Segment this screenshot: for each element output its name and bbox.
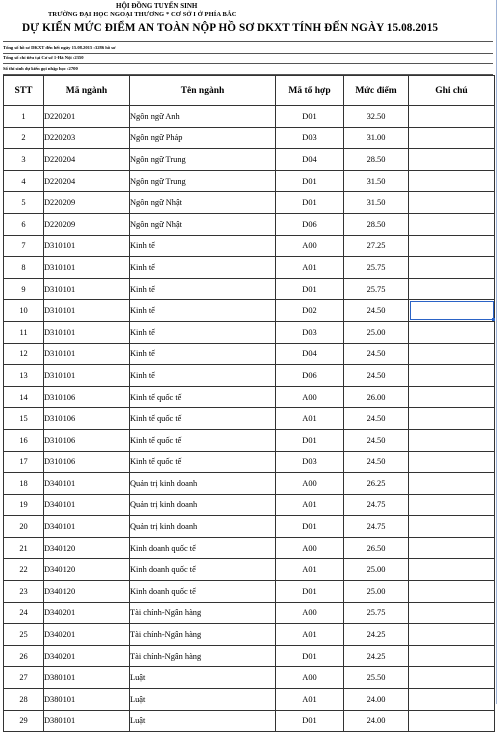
cell-ma-nganh[interactable]: D310101 [44, 278, 130, 300]
cell-ma-to-hop[interactable]: A00 [276, 473, 344, 495]
cell-muc-diem[interactable]: 31.50 [344, 192, 409, 214]
cell-muc-diem[interactable]: 28.50 [344, 149, 409, 171]
cell-muc-diem[interactable]: 24.50 [344, 408, 409, 430]
cell-muc-diem[interactable]: 31.50 [344, 170, 409, 192]
table-row [4, 624, 495, 646]
cell-muc-diem[interactable]: 26.00 [344, 386, 409, 408]
cell-ma-to-hop[interactable]: A01 [276, 624, 344, 646]
table-row [4, 559, 495, 581]
cell-ghi-chu[interactable] [409, 559, 495, 581]
cell-ten-nganh[interactable]: Kinh tế [130, 300, 276, 322]
table-row [4, 645, 495, 667]
cell-ma-to-hop[interactable]: A01 [276, 559, 344, 581]
cell-ghi-chu[interactable] [409, 667, 495, 689]
cell-ma-nganh[interactable]: D310101 [44, 365, 130, 387]
table-header-row [4, 76, 495, 106]
cell-ma-nganh[interactable]: D220209 [44, 213, 130, 235]
cell-muc-diem[interactable]: 24.50 [344, 343, 409, 365]
cell-stt[interactable]: 19 [4, 494, 44, 516]
table-row [4, 213, 495, 235]
cell-ma-to-hop[interactable]: D01 [276, 170, 344, 192]
table-row [4, 149, 495, 171]
cell-stt[interactable]: 17 [4, 451, 44, 473]
cell-muc-diem[interactable]: 25.00 [344, 559, 409, 581]
table-row [4, 710, 495, 732]
cell-ten-nganh[interactable]: Kinh doanh quốc tế [130, 559, 276, 581]
cell-ghi-chu[interactable] [409, 624, 495, 646]
table-row [4, 127, 495, 149]
cell-stt[interactable]: 4 [4, 170, 44, 192]
cell-ma-to-hop[interactable]: D02 [276, 300, 344, 322]
cell-stt[interactable]: 10 [4, 300, 44, 322]
cell-ma-nganh[interactable]: D220204 [44, 149, 130, 171]
cell-ghi-chu[interactable] [409, 149, 495, 171]
selected-cell[interactable] [409, 300, 495, 322]
cell-ma-to-hop[interactable]: D03 [276, 451, 344, 473]
cell-ghi-chu[interactable] [409, 213, 495, 235]
cell-muc-diem[interactable]: 24.00 [344, 710, 409, 732]
cell-stt[interactable]: 26 [4, 645, 44, 667]
cell-ma-nganh[interactable]: D220209 [44, 192, 130, 214]
cell-ghi-chu[interactable] [409, 257, 495, 279]
cell-ten-nganh[interactable]: Ngôn ngữ Trung [130, 149, 276, 171]
cell-ma-nganh[interactable]: D310106 [44, 451, 130, 473]
cell-ma-nganh[interactable]: D310101 [44, 343, 130, 365]
cell-stt[interactable]: 13 [4, 365, 44, 387]
header-ghi-chu[interactable]: Ghi chú [409, 76, 495, 106]
score-table [3, 75, 495, 732]
cell-ten-nganh[interactable]: Kinh doanh quốc tế [130, 537, 276, 559]
cell-ten-nganh[interactable]: Ngôn ngữ Pháp [130, 127, 276, 149]
cell-ten-nganh[interactable]: Ngôn ngữ Trung [130, 170, 276, 192]
cell-stt[interactable]: 27 [4, 667, 44, 689]
cell-ten-nganh[interactable]: Kinh tế quốc tế [130, 451, 276, 473]
cell-ma-nganh[interactable]: D340101 [44, 494, 130, 516]
cell-ma-to-hop[interactable]: D04 [276, 343, 344, 365]
cell-ten-nganh[interactable]: Ngôn ngữ Anh [130, 106, 276, 128]
cell-stt[interactable]: 12 [4, 343, 44, 365]
cell-stt[interactable]: 23 [4, 581, 44, 603]
cell-ma-nganh[interactable]: D310106 [44, 429, 130, 451]
cell-ghi-chu[interactable] [409, 386, 495, 408]
cell-ma-nganh[interactable]: D380101 [44, 689, 130, 711]
cell-ghi-chu[interactable] [409, 343, 495, 365]
table-row [4, 278, 495, 300]
header-ten-nganh[interactable]: Tên ngành [130, 76, 276, 106]
cell-ghi-chu[interactable] [409, 429, 495, 451]
cell-ghi-chu[interactable] [409, 516, 495, 538]
cell-ghi-chu[interactable] [409, 127, 495, 149]
cell-ghi-chu[interactable] [409, 321, 495, 343]
table-row [4, 689, 495, 711]
cell-ten-nganh[interactable]: Luật [130, 689, 276, 711]
cell-stt[interactable]: 21 [4, 537, 44, 559]
cell-ma-to-hop[interactable]: D01 [276, 192, 344, 214]
header-muc-diem[interactable]: Mức điểm [344, 76, 409, 106]
header-stt[interactable]: STT [4, 76, 44, 106]
fill-handle[interactable] [492, 318, 495, 321]
table-row [4, 667, 495, 689]
cell-ten-nganh[interactable]: Tài chính-Ngân hàng [130, 602, 276, 624]
cell-ma-nganh[interactable]: D340201 [44, 645, 130, 667]
cell-ma-to-hop[interactable]: D01 [276, 106, 344, 128]
cell-ten-nganh[interactable]: Ngôn ngữ Nhật [130, 213, 276, 235]
cell-ten-nganh[interactable]: Kinh tế [130, 235, 276, 257]
cell-ten-nganh[interactable]: Quản trị kinh doanh [130, 473, 276, 495]
cell-stt[interactable]: 22 [4, 559, 44, 581]
cell-muc-diem[interactable]: 24.50 [344, 365, 409, 387]
cell-stt[interactable]: 18 [4, 473, 44, 495]
cell-ma-to-hop[interactable]: A01 [276, 689, 344, 711]
cell-stt[interactable]: 14 [4, 386, 44, 408]
cell-ma-to-hop[interactable]: D06 [276, 365, 344, 387]
table-row [4, 257, 495, 279]
cell-ten-nganh[interactable]: Kinh tế [130, 321, 276, 343]
cell-ten-nganh[interactable]: Kinh tế quốc tế [130, 429, 276, 451]
university-heading: TRƯỜNG ĐẠI HỌC NGOẠI THƯƠNG * CƠ SỞ I Ở PHÍA BẮC [48, 11, 237, 18]
cell-ghi-chu[interactable] [409, 494, 495, 516]
cell-muc-diem[interactable]: 27.25 [344, 235, 409, 257]
cell-muc-diem[interactable]: 24.75 [344, 494, 409, 516]
cell-ten-nganh[interactable]: Kinh tế [130, 343, 276, 365]
cell-stt[interactable]: 8 [4, 257, 44, 279]
cell-stt[interactable]: 3 [4, 149, 44, 171]
cell-ten-nganh[interactable]: Kinh tế quốc tế [130, 386, 276, 408]
cell-stt[interactable]: 2 [4, 127, 44, 149]
cell-stt[interactable]: 24 [4, 602, 44, 624]
cell-stt[interactable]: 11 [4, 321, 44, 343]
cell-ten-nganh[interactable]: Tài chính-Ngân hàng [130, 645, 276, 667]
page-title: DỰ KIẾN MỨC ĐIỂM AN TOÀN NỘP HỒ SƠ DKXT TÍNH ĐẾN NGÀY 15.08.2015 [22, 22, 439, 34]
cell-ghi-chu[interactable] [409, 473, 495, 495]
cell-ghi-chu[interactable] [409, 645, 495, 667]
cell-muc-diem[interactable]: 24.50 [344, 451, 409, 473]
cell-muc-diem[interactable]: 24.25 [344, 645, 409, 667]
cell-ma-nganh[interactable]: D340120 [44, 559, 130, 581]
cell-ghi-chu[interactable] [409, 581, 495, 603]
cell-ghi-chu[interactable] [409, 710, 495, 732]
cell-muc-diem[interactable]: 24.75 [344, 516, 409, 538]
table-row [4, 602, 495, 624]
cell-ma-to-hop[interactable]: A01 [276, 257, 344, 279]
cell-ten-nganh[interactable]: Tài chính-Ngân hàng [130, 624, 276, 646]
cell-ma-nganh[interactable]: D220204 [44, 170, 130, 192]
cell-ten-nganh[interactable]: Quản trị kinh doanh [130, 516, 276, 538]
table-row [4, 537, 495, 559]
cell-ma-to-hop[interactable]: D03 [276, 321, 344, 343]
cell-muc-diem[interactable]: 24.50 [344, 429, 409, 451]
table-row [4, 235, 495, 257]
cell-ghi-chu[interactable] [409, 235, 495, 257]
page-break-line [496, 0, 497, 704]
cell-stt[interactable]: 16 [4, 429, 44, 451]
cell-ma-nganh[interactable]: D340120 [44, 581, 130, 603]
cell-ma-nganh[interactable]: D340201 [44, 624, 130, 646]
council-heading: HỘI ĐỒNG TUYỂN SINH [116, 2, 198, 10]
cell-stt[interactable]: 25 [4, 624, 44, 646]
table-row [4, 516, 495, 538]
cell-ten-nganh[interactable]: Kinh tế [130, 365, 276, 387]
cell-muc-diem[interactable]: 26.25 [344, 473, 409, 495]
cell-ten-nganh[interactable]: Kinh tế [130, 257, 276, 279]
cell-ma-nganh[interactable]: D310106 [44, 408, 130, 430]
table-row [4, 581, 495, 603]
cell-ghi-chu[interactable] [409, 192, 495, 214]
cell-stt[interactable]: 1 [4, 106, 44, 128]
cell-ma-to-hop[interactable]: D04 [276, 149, 344, 171]
table-body [4, 106, 495, 732]
cell-ma-to-hop[interactable]: A00 [276, 235, 344, 257]
cell-ten-nganh[interactable]: Ngôn ngữ Nhật [130, 192, 276, 214]
info-expected-admissions[interactable]: Số thí sinh dự kiến gọi nhập học :2700 [3, 63, 493, 75]
cell-ma-to-hop[interactable]: D01 [276, 516, 344, 538]
cell-ghi-chu[interactable] [409, 278, 495, 300]
cell-ten-nganh[interactable]: Kinh doanh quốc tế [130, 581, 276, 603]
cell-ma-to-hop[interactable]: A01 [276, 494, 344, 516]
cell-muc-diem[interactable]: 26.50 [344, 537, 409, 559]
cell-ma-nganh[interactable]: D310106 [44, 386, 130, 408]
cell-ma-to-hop[interactable]: D06 [276, 213, 344, 235]
cell-ma-to-hop[interactable]: A01 [276, 408, 344, 430]
cell-ghi-chu[interactable] [409, 689, 495, 711]
cell-ma-to-hop[interactable]: D01 [276, 581, 344, 603]
cell-ma-nganh[interactable]: D380101 [44, 667, 130, 689]
cell-ma-to-hop[interactable]: D01 [276, 710, 344, 732]
cell-muc-diem[interactable]: 25.75 [344, 602, 409, 624]
cell-ma-nganh[interactable]: D340120 [44, 537, 130, 559]
cell-ma-nganh[interactable]: D310101 [44, 321, 130, 343]
cell-ten-nganh[interactable]: Luật [130, 710, 276, 732]
cell-muc-diem[interactable]: 25.00 [344, 321, 409, 343]
cell-muc-diem[interactable]: 24.00 [344, 689, 409, 711]
cell-ma-nganh[interactable]: D310101 [44, 257, 130, 279]
cell-muc-diem[interactable]: 28.50 [344, 213, 409, 235]
cell-ten-nganh[interactable]: Quản trị kinh doanh [130, 494, 276, 516]
table-row [4, 408, 495, 430]
cell-ma-nganh[interactable]: D220201 [44, 106, 130, 128]
cell-ma-nganh[interactable]: D220203 [44, 127, 130, 149]
cell-ghi-chu[interactable] [409, 408, 495, 430]
cell-muc-diem[interactable]: 31.00 [344, 127, 409, 149]
cell-ma-to-hop[interactable]: D01 [276, 429, 344, 451]
cell-ma-to-hop[interactable]: A00 [276, 386, 344, 408]
table-row [4, 494, 495, 516]
header-ma-to-hop[interactable]: Mã tổ hợp [276, 76, 344, 106]
cell-ghi-chu[interactable] [409, 537, 495, 559]
cell-ma-nganh[interactable]: D340201 [44, 602, 130, 624]
info-total-applications[interactable]: Tổng số hồ sơ DKXT đến hết ngày 15.08.2015 :3286 hồ sơ [3, 41, 493, 54]
cell-muc-diem[interactable]: 24.50 [344, 300, 409, 322]
cell-ghi-chu[interactable] [409, 365, 495, 387]
cell-ghi-chu[interactable] [409, 106, 495, 128]
cell-stt[interactable]: 15 [4, 408, 44, 430]
table-row [4, 473, 495, 495]
cell-ma-nganh[interactable]: D340101 [44, 516, 130, 538]
table-row [4, 343, 495, 365]
cell-ten-nganh[interactable]: Kinh tế [130, 278, 276, 300]
cell-ma-nganh[interactable]: D340101 [44, 473, 130, 495]
cell-ghi-chu[interactable] [409, 602, 495, 624]
cell-ten-nganh[interactable]: Kinh tế quốc tế [130, 408, 276, 430]
table-row [4, 106, 495, 128]
table-row [4, 300, 495, 322]
table-row [4, 170, 495, 192]
cell-stt[interactable]: 6 [4, 213, 44, 235]
cell-muc-diem[interactable]: 25.75 [344, 278, 409, 300]
table-row [4, 192, 495, 214]
cell-stt[interactable]: 28 [4, 689, 44, 711]
cell-ten-nganh[interactable]: Luật [130, 667, 276, 689]
cell-ma-nganh[interactable]: D380101 [44, 710, 130, 732]
table-row [4, 429, 495, 451]
cell-stt[interactable]: 5 [4, 192, 44, 214]
table-row [4, 321, 495, 343]
cell-stt[interactable]: 20 [4, 516, 44, 538]
cell-stt[interactable]: 29 [4, 710, 44, 732]
cell-ghi-chu[interactable] [409, 170, 495, 192]
table-row [4, 451, 495, 473]
cell-ma-to-hop[interactable]: A00 [276, 667, 344, 689]
cell-muc-diem[interactable]: 25.75 [344, 257, 409, 279]
cell-ma-to-hop[interactable]: D01 [276, 645, 344, 667]
cell-ma-nganh[interactable]: D310101 [44, 300, 130, 322]
cell-stt[interactable]: 7 [4, 235, 44, 257]
cell-stt[interactable]: 9 [4, 278, 44, 300]
header-ma-nganh[interactable]: Mã ngành [44, 76, 130, 106]
table-row [4, 386, 495, 408]
cell-muc-diem[interactable]: 25.50 [344, 667, 409, 689]
cell-ma-to-hop[interactable]: A00 [276, 537, 344, 559]
cell-ma-to-hop[interactable]: D03 [276, 127, 344, 149]
cell-ma-to-hop[interactable]: A00 [276, 602, 344, 624]
cell-ma-nganh[interactable]: D310101 [44, 235, 130, 257]
cell-muc-diem[interactable]: 32.50 [344, 106, 409, 128]
cell-muc-diem[interactable]: 24.25 [344, 624, 409, 646]
cell-ghi-chu[interactable] [409, 451, 495, 473]
cell-muc-diem[interactable]: 25.00 [344, 581, 409, 603]
info-quota[interactable]: Tổng số chỉ tiêu tại Cơ sở 1-Hà Nội :2350 [3, 52, 493, 64]
cell-ma-to-hop[interactable]: D01 [276, 278, 344, 300]
table-row [4, 365, 495, 387]
